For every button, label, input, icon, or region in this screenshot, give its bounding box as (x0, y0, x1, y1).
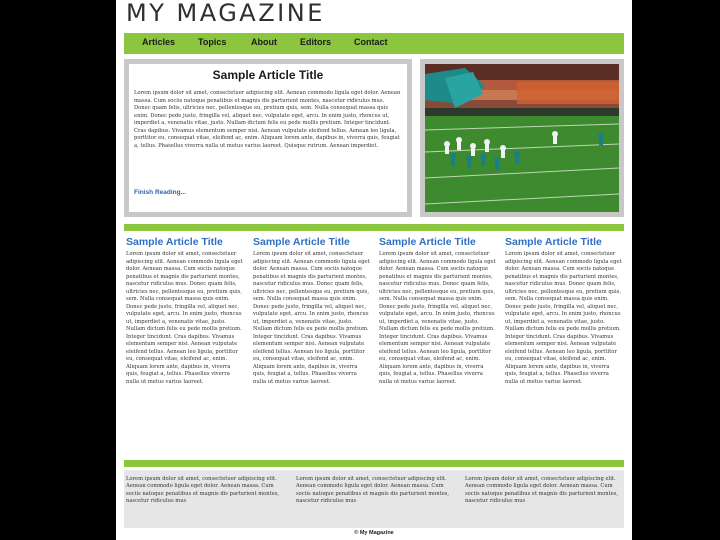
footer-band (124, 470, 624, 528)
football-photo[interactable] (425, 64, 619, 212)
main-nav (124, 33, 624, 54)
column-body: Lorem ipsum dolor sit amet, consectetuer adipiscing elit. Aenean commodo ligula eget dolor. Aenean massa. Cum sociis natoque penatibus et magnis dis parturient montes, nascetur ridiculus mus. Donec quam felis, ultricies nec, pellentesque eu, pretium quis, sem. Nulla consequat massa quis enim. Donec pede justo, fringilla vel, aliquet nec, vulputate eget, arcu. In enim justo, rhoncus ut, imperdiet a, venenatis vitae, justo. Nullam dictum felis eu pede mollis pretium. Integer tincidunt. Cras dapibus. Vivamus elementum semper nisi. Aenean vulputate eleifend tellus. Aenean leo ligula, porttitor eu, consequat vitae, eleifend ac, enim. Aliquam lorem ante, dapibus in, viverra quis, feugiat a, tellus. Phasellus viverra nulla ut metus varius laoreet. (253, 251, 370, 385)
section-divider-bottom (124, 460, 624, 467)
copyright-text: © My Magazine (354, 530, 394, 536)
article-column-2 (253, 236, 371, 386)
footer-column-1: Lorem ipsum dolor sit amet, consectetuer adipiscing elit. Aenean commodo ligula eget dolor. Aenean massa. Cum sociis natoque penatibus et magnis dis parturient montes, nascetur ridiculus mus (126, 476, 280, 505)
feature-article-box (129, 64, 407, 212)
finish-reading-link[interactable]: Finish Reading... (134, 189, 187, 196)
nav-editors[interactable]: Editors (300, 37, 332, 47)
magazine-page (116, 0, 632, 540)
nav-topics[interactable]: Topics (198, 37, 227, 47)
article-column-3 (379, 236, 497, 386)
column-body: Lorem ipsum dolor sit amet, consectetuer adipiscing elit. Aenean commodo ligula eget dolor. Aenean massa. Cum sociis natoque penatibus et magnis dis parturient montes, nascetur ridiculus mus. Donec quam felis, ultricies nec, pellentesque eu, pretium quis, sem. Nulla consequat massa quis enim. Donec pede justo, fringilla vel, aliquet nec, vulputate eget, arcu. In enim justo, rhoncus ut, imperdiet a, venenatis vitae, justo. Nullam dictum felis eu pede mollis pretium. Integer tincidunt. Cras dapibus. Vivamus elementum semper nisi. Aenean vulputate eleifend tellus. Aenean leo ligula, porttitor eu, consequat vitae, eleifend ac, enim. Aliquam lorem ante, dapibus in, viverra quis, feugiat a, tellus. Phasellus viverra nulla ut metus varius laoreet. (126, 251, 243, 385)
nav-about[interactable]: About (251, 37, 277, 47)
feature-article-body: Lorem ipsum dolor sit amet, consectetuer adipiscing elit. Aenean commodo ligula eget dolor. Aenean massa. Cum sociis natoque penatibus et magnis dis parturient montes, nascetur ridiculus mus. Donec quam felis, ultricies nec, pellentesque eu, pretium quis, sem. Nulla consequat massa quis enim. Donec pede justo, fringilla vel, aliquet nec, vulputate eget, arcu. In enim justo, rhoncus ut, imperdiet a, venenatis vitae, justo. Nullam dictum felis eu pede mollis pretium. Integer tincidunt. Cras dapibus. Vivamus elementum semper nisi. Aenean vulputate eleifend tellus. Aenean leo ligula, porttitor eu, consequat vitae, eleifend ac, enim. Aliquam lorem ante, dapibus in, viverra quis, feugiat a, tellus. Phasellus viverra nulla ut metus varius laoreet. Quisque rutrum. Aenean imperdiet. (134, 90, 401, 149)
nav-articles[interactable]: Articles (142, 37, 176, 47)
column-title[interactable]: Sample Article Title (126, 236, 223, 248)
article-column-4 (505, 236, 623, 386)
nav-contact[interactable]: Contact (354, 37, 388, 47)
footer-column-3: Lorem ipsum dolor sit amet, consectetuer adipiscing elit. Aenean commodo ligula eget dolor. Aenean massa. Cum sociis natoque penatibus et magnis dis parturient montes, nascetur ridiculus mus (465, 476, 619, 505)
column-title[interactable]: Sample Article Title (379, 236, 476, 248)
column-body: Lorem ipsum dolor sit amet, consectetuer adipiscing elit. Aenean commodo ligula eget dolor. Aenean massa. Cum sociis natoque penatibus et magnis dis parturient montes, nascetur ridiculus mus. Donec quam felis, ultricies nec, pellentesque eu, pretium quis, sem. Nulla consequat massa quis enim. Donec pede justo, fringilla vel, aliquet nec, vulputate eget, arcu. In enim justo, rhoncus ut, imperdiet a, venenatis vitae, justo. Nullam dictum felis eu pede mollis pretium. Integer tincidunt. Cras dapibus. Vivamus elementum semper nisi. Aenean vulputate eleifend tellus. Aenean leo ligula, porttitor eu, consequat vitae, eleifend ac, enim. Aliquam lorem ante, dapibus in, viverra quis, feugiat a, tellus. Phasellus viverra nulla ut metus varius laoreet. (505, 251, 622, 385)
column-title[interactable]: Sample Article Title (505, 236, 602, 248)
footer-column-2: Lorem ipsum dolor sit amet, consectetuer adipiscing elit. Aenean commodo ligula eget dolor. Aenean massa. Cum sociis natoque penatibus et magnis dis parturient montes, nascetur ridiculus mus (296, 476, 450, 505)
section-divider-top (124, 224, 624, 231)
column-body: Lorem ipsum dolor sit amet, consectetuer adipiscing elit. Aenean commodo ligula eget dolor. Aenean massa. Cum sociis natoque penatibus et magnis dis parturient montes, nascetur ridiculus mus. Donec quam felis, ultricies nec, pellentesque eu, pretium quis, sem. Nulla consequat massa quis enim. Donec pede justo, fringilla vel, aliquet nec, vulputate eget, arcu. In enim justo, rhoncus ut, imperdiet a, venenatis vitae, justo. Nullam dictum felis eu pede mollis pretium. Integer tincidunt. Cras dapibus. Vivamus elementum semper nisi. Aenean vulputate eleifend tellus. Aenean leo ligula, porttitor eu, consequat vitae, eleifend ac, enim. Aliquam lorem ante, dapibus in, viverra quis, feugiat a, tellus. Phasellus viverra nulla ut metus varius laoreet. (379, 251, 496, 385)
feature-photo-frame (420, 59, 624, 217)
feature-article-title[interactable]: Sample Article Title (212, 68, 324, 82)
feature-article (124, 59, 412, 217)
article-column-1 (126, 236, 244, 386)
column-title[interactable]: Sample Article Title (253, 236, 350, 248)
masthead-title: MY MAGAZINE (126, 0, 325, 27)
